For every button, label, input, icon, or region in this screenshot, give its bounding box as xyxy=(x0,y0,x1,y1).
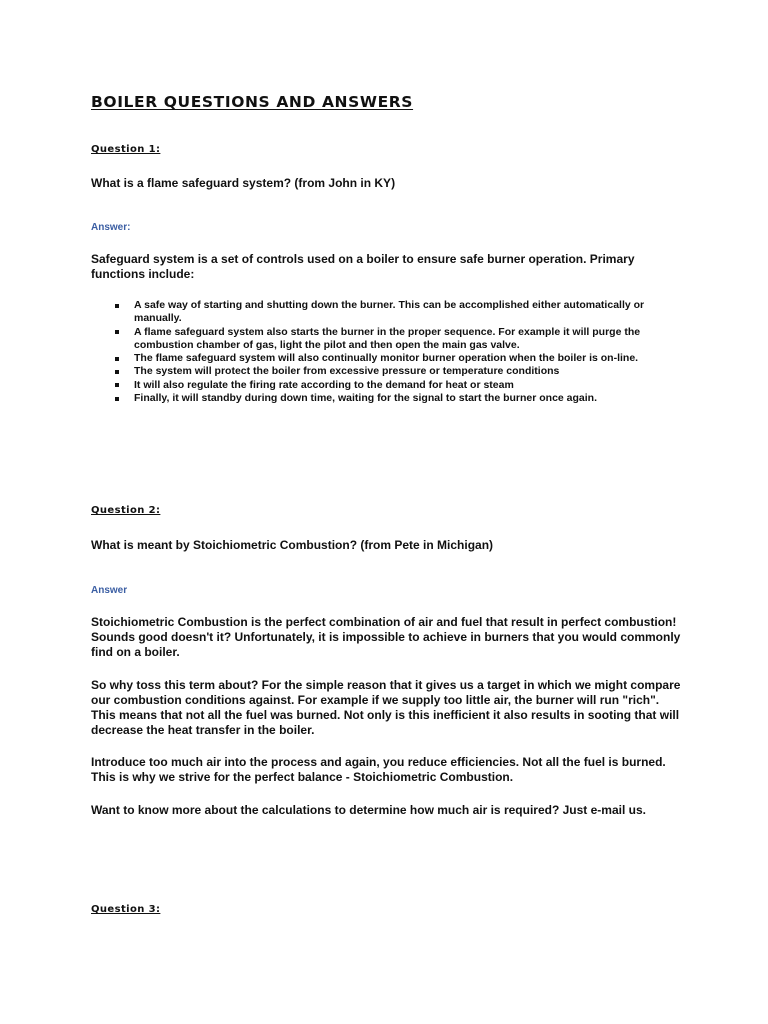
answer-1-intro: Safeguard system is a set of controls used on a boiler to ensure safe burner operation. Primary functions include: xyxy=(91,252,635,281)
list-item xyxy=(113,365,685,378)
question-1-label: Question 1: xyxy=(91,144,161,155)
question-1-text: What is a flame safeguard system? (from John in KY) xyxy=(91,176,396,190)
list-item-text: Finally, it will standby during down time, waiting for the signal to start the burner once again. xyxy=(134,392,598,405)
answer-2-paragraph: So why toss this term about? For the simple reason that it gives us a target in which we might compare our combustion conditions against. For example if we supply too little air, the burner will run "rich". This means that not all the fuel was burned. Not only is this inefficient it also results in sooting that will decrease the heat transfer in the boiler. xyxy=(91,678,681,737)
square-bullet-icon xyxy=(115,304,119,308)
list-item-text: The system will protect the boiler from excessive pressure or temperature conditions xyxy=(134,365,560,378)
list-item xyxy=(113,326,685,353)
answer-2-paragraph: Stoichiometric Combustion is the perfect combination of air and fuel that result in perfect combustion! Sounds good doesn't it? Unfortunately, it is impossible to achieve in burners that you would commonly find on a boiler. xyxy=(91,615,681,659)
question-2-label: Question 2: xyxy=(91,505,161,516)
list-item-text: A flame safeguard system also starts the burner in the proper sequence. For example it will purge the combustion chamber of gas, light the pilot and then open the main gas valve. xyxy=(134,325,641,351)
list-item-text: The flame safeguard system will also continually monitor burner operation when the boiler is on-line. xyxy=(134,352,639,365)
square-bullet-icon xyxy=(115,383,119,387)
question-3-label: Question 3: xyxy=(91,904,161,915)
list-item-text: It will also regulate the firing rate according to the demand for heat or steam xyxy=(134,378,514,391)
answer-2-paragraph: Want to know more about the calculations to determine how much air is required? Just e-mail us. xyxy=(91,803,646,817)
square-bullet-icon xyxy=(115,330,119,334)
list-item xyxy=(113,379,685,392)
square-bullet-icon xyxy=(115,370,119,374)
square-bullet-icon xyxy=(115,357,119,361)
list-item xyxy=(113,352,685,365)
answer-1-label: Answer: xyxy=(91,222,131,233)
list-item xyxy=(113,299,685,326)
answer-1-bullet-list xyxy=(113,299,685,405)
question-2-text: What is meant by Stoichiometric Combustion? (from Pete in Michigan) xyxy=(91,538,494,552)
square-bullet-icon xyxy=(115,397,119,401)
list-item xyxy=(113,392,685,405)
answer-2-label: Answer xyxy=(91,585,128,596)
list-item-text: A safe way of starting and shutting down the burner. This can be accomplished either automatically or manually. xyxy=(134,299,645,325)
document-title: BOILER QUESTIONS AND ANSWERS xyxy=(91,93,414,111)
answer-2-paragraph: Introduce too much air into the process and again, you reduce efficiencies. Not all the fuel is burned. This is why we strive for the perfect balance - Stoichiometric Combustion. xyxy=(91,755,666,784)
